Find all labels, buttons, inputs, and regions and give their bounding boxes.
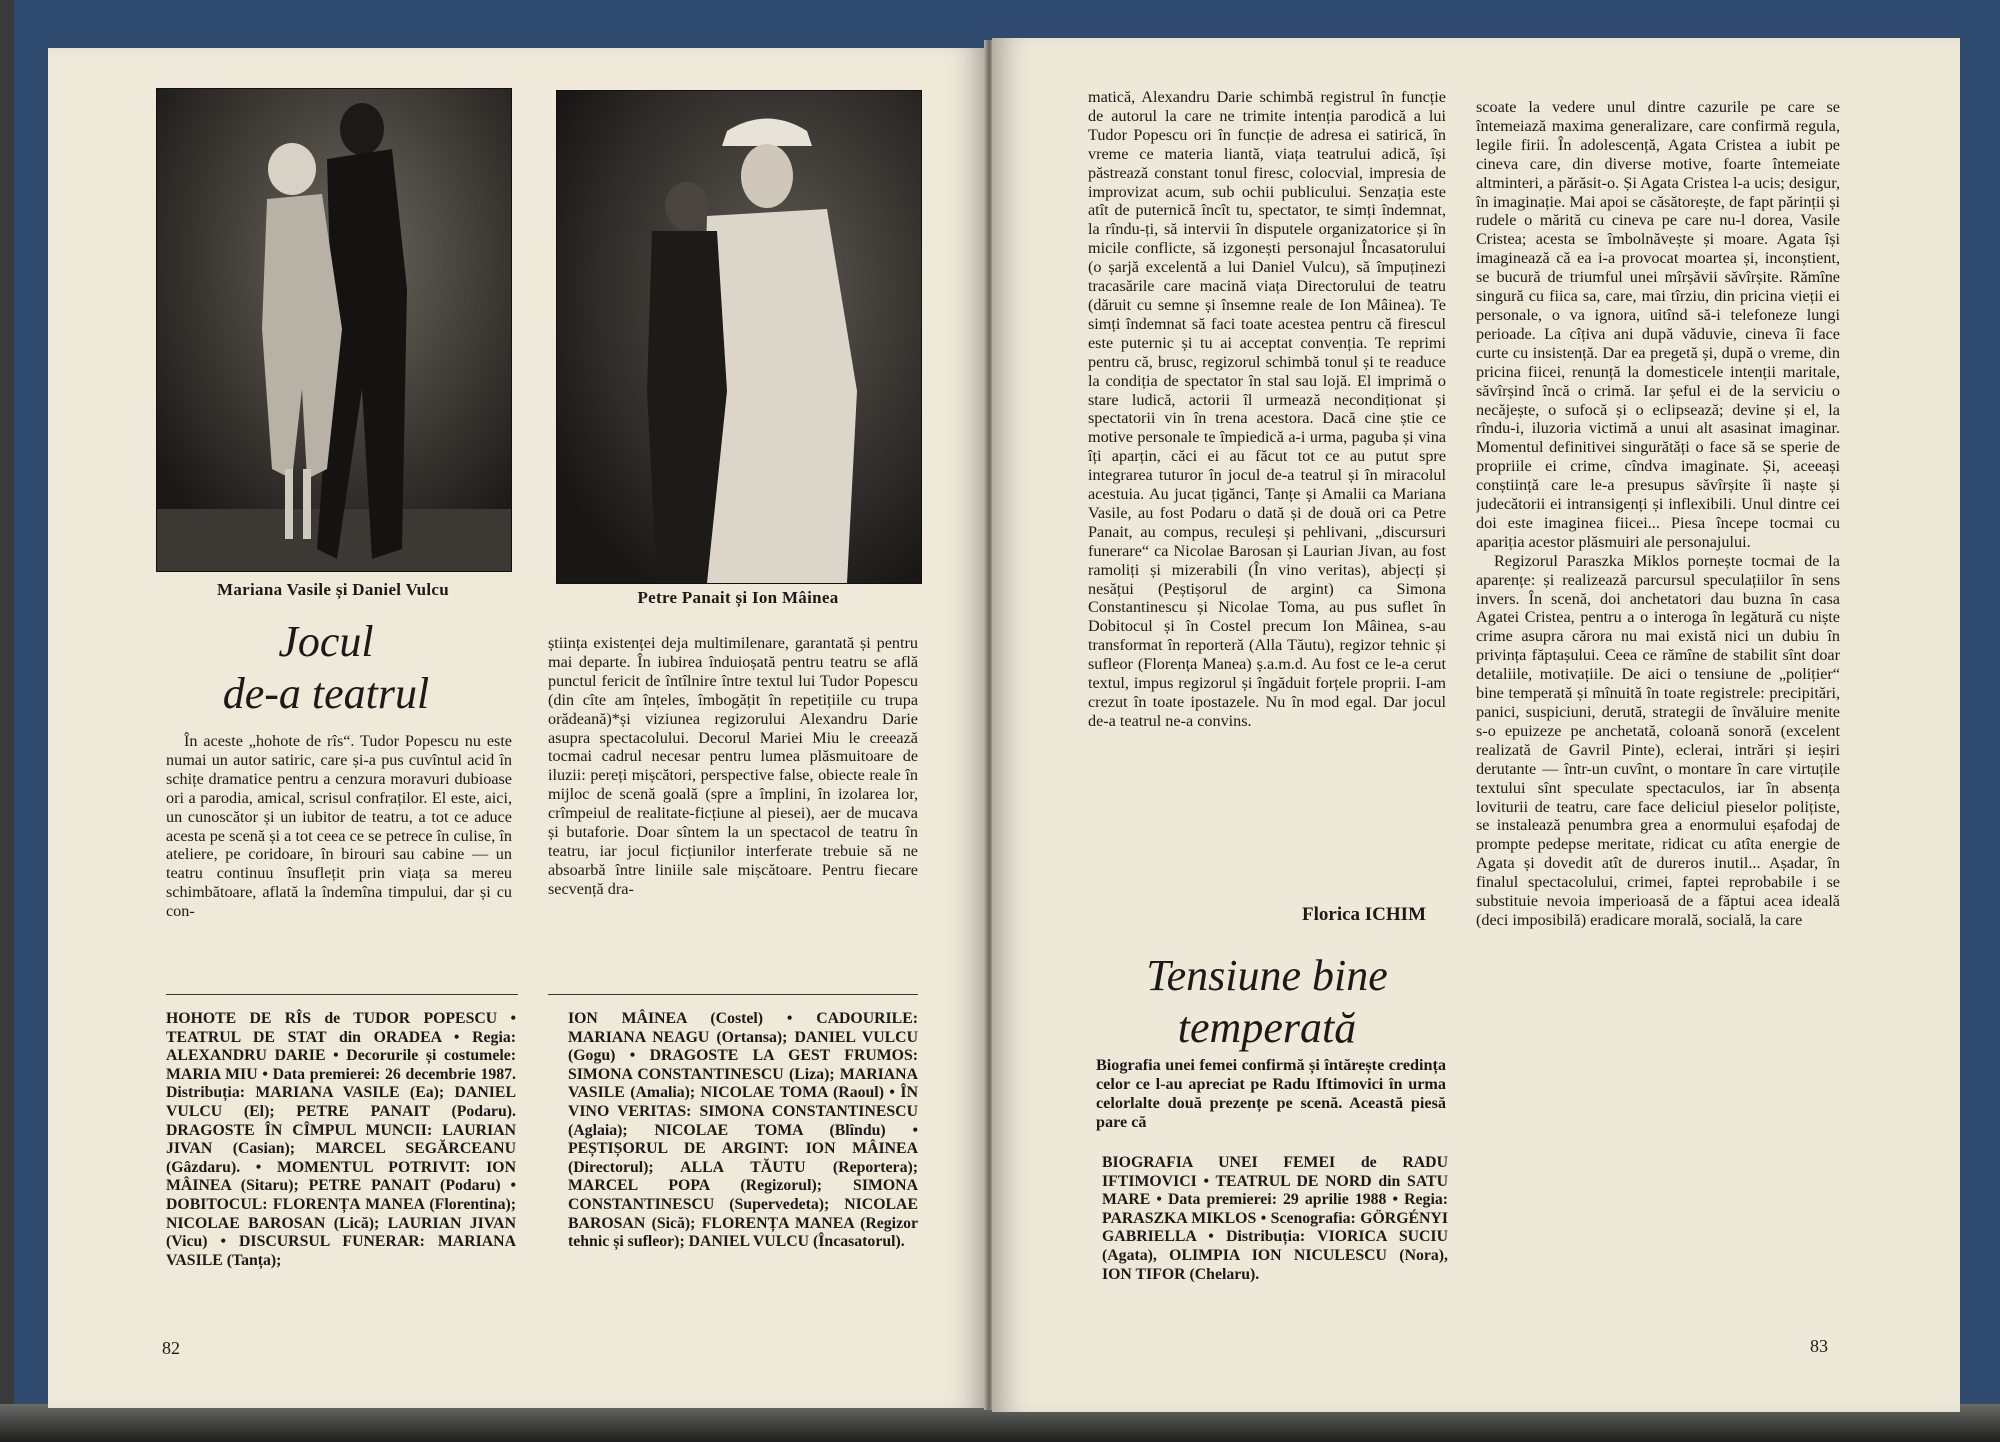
article2-column-2	[1476, 98, 1840, 1324]
credits-divider-right	[548, 994, 918, 995]
article2-lead: Biografia unei femei confirmă și întărește credința celor ce l-au apreciat pe Radu Iftimovici în urma celorlalte două prezențe pe scenă. Această piesă pare că	[1096, 1056, 1446, 1131]
title-line-1: Tensiune bine	[1146, 951, 1388, 1000]
title-line-2: de-a teatrul	[222, 669, 430, 718]
credits-biografia-unei-femei: BIOGRAFIA UNEI FEMEI de RADU IFTIMOVICI • TEATRUL DE NORD din SATU MARE • Data premierei: 29 aprilie 1988 • Regia: PARASZKA MIKLOS • Scenografia: GÖRGÉNYI GABRIELLA • Distribuția: VIORICA SUCIU (Agata), OLIMPIA ION NICULESCU (Nora), ION TIFOR (Chelaru).	[1102, 1154, 1448, 1283]
credits-hohote-de-ris-part2: ION MÂINEA (Costel) • CADOURILE: MARIANA NEAGU (Ortansa); DANIEL VULCU (Gogu) • DRAGOSTE LA GEST FRUMOS: SIMONA CONSTANTINESCU (Liza); MARIANA VASILE (Amalia); NICOLAE TOMA (Raoul) • ÎN VINO VERITAS: SIMONA CONSTANTINESCU (Aglaia); NICOLAE TOMA (Blîndu) • PEȘTIȘORUL DE ARGINT: ION MÂINEA (Directorul); ALLA TĂUTU (Reportera); MARCEL POPA (Regizorul); SIMONA CONSTANTINESCU (Supervedeta); NICOLAE BAROSAN (Sică); FLORENȚA MANEA (Regizor tehnic și sufleor); DANIEL VULCU (Încasatorul).	[568, 1010, 918, 1251]
article1-col3-text: matică, Alexandru Darie schimbă registrul în funcție de autorul la care ne trimite intenția parodică a lui Tudor Popescu ori în funcție de adresa ei satirică, în vreme ce materia liantă, viața teatrului adică, își păstrează constant tonul firesc, colocvial, impresia de improvizat acum, sub ochii publicului. Senzația este atît de puternică încît tu, spectator, te simți îndemnat, la rîndu-ți, să intervii în disputele organizatorice și în micile conflicte, să izgonești personajul Încasatorului (o șarjă excelentă a lui Daniel Vulcu), să împuținezi tracasările care macină viața Directorului de teatru (dăruit cu semne și însemne reale de Ion Mâinea). Te simți îndemnat să faci toate acestea pentru că firescul este puternic și tu ai acceptat convenția. Te reprimi pentru că, brusc, regizorul schimbă tonul și te readuce la condiția de spectator în stal sau lojă. El imprimă o stare ludică, actorii îl urmează necondiționat și spectatorii vin în trena acestora. Dacă cine știe ce motive personale te împiedică a-i urma, paguba și vina îți aparțin, căci ei au făcut tot ce au putut spre integrarea tuturor în jocul de-a teatrul și în miracolul acestuia. Au jucat țigănci, Tanțe și Amalii ca Mariana Vasile, au fost Podaru o dată și de două ori ca Petre Panait, au compus, reculeși și pehlivani, „discursuri funerare“ ca Nicolae Barosan și Laurian Jivan, au fost ramoliți și mizerabili (În vino veritas), abjecți și nesățui (Peștișorul de argint) ca Simona Constantinescu și Nicolae Toma, au pus suflet în Dobitocul și în Costel precum Ion Mâinea, s-au transformat în reporteră (Alla Tăutu), regizor tehnic și sufleor (Florența Manea) ș.a.m.d. Au fost ce le-a cerut textul, impus regizorul și îngăduit forțele proprii. I-am crezut în toate ipostazele. Nu în mod egal. Dar jocul de-a teatrul ne-a convins.	[1088, 88, 1446, 730]
article1-col1-text: În aceste „hohote de rîs“. Tudor Popescu nu este numai un autor satiric, care și-a pus cuvîntul acid în schițe dramatice pentru a cenzura moravuri dubioase ori a parodia, amical, scrisul confraților. El este, aici, un cunoscător și un iubitor de teatru, a tot ce aduce acesta pe scenă și a tot ceea ce se petrece în culise, în ateliere, pe coridoare, în birouri sau cabine — un teatru continuu însuflețit prin viața sa mereu schimbătoare, aflată la îndemîna timpului, dar și cu con-	[166, 732, 512, 921]
article2-col2-text-b: Regizorul Paraszka Miklos pornește tocmai de la aparențe: și realizează parcursul speculațiilor în sens invers. În scenă, doi anchetatori dau buzna în casa Agatei Cristea, pentru a o interoga în legătură cu niște crime asupra cărora nu mai există nici un dubiu în privința făptașului. Ceea ce rămîne de stabilit sînt doar detaliile, motivațiile. De aici o tensiune de „polițier“ bine temperată și mînuită în toate registrele: precipitări, panici, suspiciuni, derută, strategii de învăluire menite s-o epuizeze pe anchetată, coloană sonoră (excelent realizată de Gavril Pinte), eclerai, intrări și ieșiri derutante — într-un cuvînt, o montare în care virtuțile textului sînt speculate spectaculos, iar în absența loviturii de teatru, care face deliciul pieselor polițiste, se instalează penumbra grea a enormului eșafodaj de prompte pedepse meritate, ridicat cu atîta energie de Agata și dovedit atît de dureros inutil... Așadar, în finalul spectacolului, crimei, faptei reprobabile i se substituie nevoia imperioasă de a făptui acea ideală (deci imposibilă) eradicare morală, socială, la care	[1476, 551, 1840, 929]
photo-mariana-vasile-daniel-vulcu	[156, 88, 512, 572]
article1-author: Florica ICHIM	[1302, 904, 1427, 925]
article2-col2-text-a: scoate la vedere unul dintre cazurile pe care se întemeiază maxima generalizare, care confirmă regula, legile firii. În adolescență, Agata Cristea a iubit pe cineva care, din diverse motive, foarte întemeiate altminteri, a părăsit-o. Și Agata Cristea l-a ucis; desigur, în imaginație. Mai apoi se căsătorește, de fapt părinții și rudele o mărită cu cineva pe care nu-l dorea, Vasile Cristea; acesta se îmbolnăvește și moare. Agata își imaginează că ea i-a provocat moartea și, inconștient, se bucură de triumful unei mîrșăvii săvîrșite. Rămîne singură cu fiica sa, care, mai tîrziu, din pricina vieții ei personale, o va ignora, uitînd să-i telefoneze lungi perioade. La cîțiva ani după văduvie, cineva îi face curte cu insistență. Dar ea pregetă și, după o vreme, din pricina fiicei, renunță la domesticele intenții maritale, săvîrșind încă o crimă. Iar șeful ei de la serviciu o necăjește, o sufocă și o eclipsează; devine și el, la rîndu-i, iluzoria victimă a unui alt asasinat imaginar. Momentul definitivei singurătăți o face să se sperie de propriile ei crime, cîndva imaginate. Și, aceeași conștiință care le-a presupus săvîrșite îi naște și judecătorii ei intransigenți și inflexibili. Unul dintre cei doi este imaginea fiicei... Piesa începe tocmai cu apariția acestor plăsmuiri ale personajului.	[1476, 98, 1840, 551]
photo2-caption: Petre Panait și Ion Mâinea	[637, 588, 839, 607]
article1-column-1	[166, 732, 512, 984]
book-spine-edge	[0, 0, 14, 1442]
page-number-left: 82	[162, 1338, 180, 1358]
title-line-2: temperată	[1177, 1003, 1357, 1052]
article1-column-2	[548, 634, 918, 988]
credits-divider-left	[166, 994, 518, 995]
article-title-tensiune	[1088, 950, 1446, 1054]
article1-column-3	[1088, 88, 1446, 896]
photo-petre-panait-ion-mainea	[556, 90, 922, 584]
article1-col2-text: știința existenței deja multimilenare, garantată și pentru mai departe. În iubirea înduioșată pentru teatru se află punctul fericit de întîlnire între textul lui Tudor Popescu (din cîte am înțeles, îmbogățit în repetițiile cu trupa orădeană)*și viziunea regizorului Alexandru Darie asupra spectacolului. Decorul Mariei Miu le creează tocmai cadrul necesar pentru lumea plăsmuitoare de iluzii: pereți mișcători, perspective false, obiecte reale în mijloc de scenă goală (spre a împlini, în izolarea lor, crîmpeiul de realitate-ficțiune al piesei), aer de mucava și butaforie. Doar sîntem la un spectacol de teatru în teatru, iar jocul ficțiunilor interferate trebuie să ne absoarbă între liniile sale mișcătoare. Pentru fiecare secvență dra-	[548, 634, 918, 898]
photo1-caption: Mariana Vasile și Daniel Vulcu	[217, 580, 449, 599]
credits-hohote-de-ris-part1: HOHOTE DE RÎS de TUDOR POPESCU • TEATRUL DE STAT din ORADEA • Regia: ALEXANDRU DARIE • Decorurile și costumele: MARIA MIU • Data premierei: 26 decembrie 1987. Distribuția: MARIANA VASILE (Ea); DANIEL VULCU (El); PETRE PANAIT (Podaru). DRAGOSTE ÎN CÎMPUL MUNCII: LAURIAN JIVAN (Casian); MARCEL SEGĂRCEANU (Gâzdaru). • MOMENTUL POTRIVIT: ION MÂINEA (Sitaru); PETRE PANAIT (Podaru) • DOBITOCUL: FLORENȚA MANEA (Florentina); NICOLAE BAROSAN (Lică); LAURIAN JIVAN (Vicu) • DISCURSUL FUNERAR: MARIANA VASILE (Tanța);	[166, 1010, 516, 1269]
page-number-right: 83	[1810, 1336, 1828, 1356]
right-page	[992, 38, 1960, 1412]
article-title-jocul	[146, 616, 506, 720]
left-page	[48, 48, 986, 1408]
title-line-1: Jocul	[278, 617, 374, 666]
